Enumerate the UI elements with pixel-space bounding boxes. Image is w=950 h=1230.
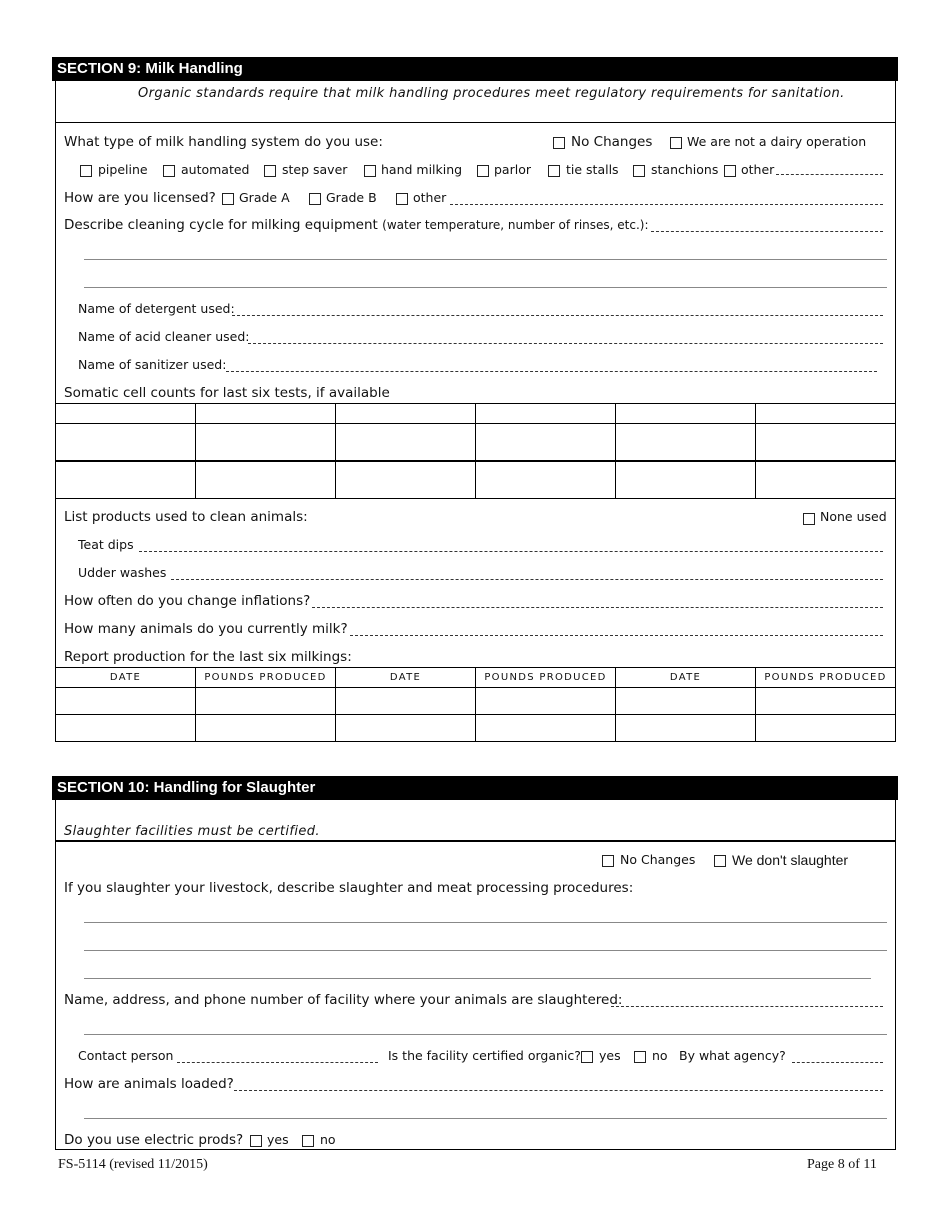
other-license-field[interactable]: [450, 204, 883, 205]
not-dairy-checkbox[interactable]: [670, 137, 682, 149]
udder-washes-field[interactable]: [171, 579, 883, 580]
agency-label: By what agency?: [679, 1048, 786, 1063]
contact-person-field[interactable]: [177, 1062, 378, 1063]
somatic-cell[interactable]: [615, 460, 756, 499]
certified-no-checkbox[interactable]: [634, 1051, 646, 1063]
automated-checkbox[interactable]: [163, 165, 175, 177]
somatic-table: [55, 403, 896, 499]
other-license-label: other: [413, 190, 447, 205]
pipeline-checkbox[interactable]: [80, 165, 92, 177]
prods-label: Do you use electric prods?: [64, 1132, 244, 1148]
cleaning-line-2[interactable]: [84, 259, 887, 260]
cleaning-question: [64, 217, 649, 233]
udder-washes-label: Udder washes: [78, 565, 167, 580]
production-cell[interactable]: [335, 687, 476, 715]
somatic-cell[interactable]: [335, 423, 476, 462]
somatic-cell[interactable]: [755, 423, 896, 462]
cleaning-field[interactable]: [651, 231, 883, 232]
page-number: Page 8 of 11: [807, 1157, 877, 1172]
other-system-checkbox[interactable]: [724, 165, 736, 177]
loaded-label: How are animals loaded?: [64, 1076, 234, 1092]
certified-yes-checkbox[interactable]: [581, 1051, 593, 1063]
parlor-label: parlor: [494, 162, 531, 177]
production-header-cell: [195, 667, 336, 688]
no-changes-label-s9: No Changes: [571, 134, 653, 150]
dont-slaughter-checkbox[interactable]: [714, 855, 726, 867]
animals-milk-field[interactable]: [350, 635, 883, 636]
agency-field[interactable]: [792, 1062, 883, 1063]
facility-label: Name, address, and phone number of facility where your animals are slaughtered:: [64, 992, 623, 1008]
section-9-note: Organic standards require that milk handling procedures meet regulatory requirements for sanitation.: [138, 86, 845, 101]
teat-dips-field[interactable]: [139, 551, 883, 552]
products-question: List products used to clean animals:: [64, 509, 308, 525]
production-cell[interactable]: [55, 687, 196, 715]
production-table: [55, 667, 896, 742]
none-used-label: None used: [820, 509, 887, 524]
somatic-cell[interactable]: [195, 423, 336, 462]
no-changes-checkbox-s9[interactable]: [553, 137, 565, 149]
somatic-head-cell: [335, 403, 476, 424]
production-cell[interactable]: [755, 714, 896, 742]
somatic-cell[interactable]: [55, 423, 196, 462]
somatic-head-cell: [195, 403, 336, 424]
other-license-checkbox[interactable]: [396, 193, 408, 205]
facility-line-2[interactable]: [84, 1034, 887, 1035]
other-system-field[interactable]: [776, 174, 883, 175]
sanitizer-label: Name of sanitizer used:: [78, 357, 227, 372]
section-10-header: SECTION 10: Handling for Slaughter: [52, 776, 898, 800]
detergent-field[interactable]: [232, 315, 883, 316]
certified-yes-label: yes: [599, 1048, 621, 1063]
hand-milking-label: hand milking: [381, 162, 463, 177]
section-10-note: Slaughter facilities must be certified.: [64, 824, 320, 839]
production-header: POUNDS PRODUCED: [764, 672, 887, 683]
somatic-cell[interactable]: [335, 460, 476, 499]
form-id: FS-5114 (revised 11/2015): [58, 1157, 208, 1172]
no-changes-label-s10: No Changes: [620, 852, 696, 867]
certified-question: Is the facility certified organic?: [388, 1048, 581, 1063]
somatic-head-cell: [755, 403, 896, 424]
cleaning-line-3[interactable]: [84, 287, 887, 288]
somatic-cell[interactable]: [55, 460, 196, 499]
prods-no-checkbox[interactable]: [302, 1135, 314, 1147]
report-production-label: Report production for the last six milkings:: [64, 649, 352, 665]
describe-line-1[interactable]: [84, 922, 887, 923]
somatic-cell[interactable]: [755, 460, 896, 499]
teat-dips-label: Teat dips: [78, 537, 134, 552]
none-used-checkbox[interactable]: [803, 513, 815, 525]
somatic-head-cell: [475, 403, 616, 424]
prods-no-label: no: [320, 1132, 336, 1147]
somatic-cell[interactable]: [475, 460, 616, 499]
describe-slaughter-label: If you slaughter your livestock, describe slaughter and meat processing procedures:: [64, 880, 634, 896]
stanchions-label: stanchions: [651, 162, 719, 177]
production-header-cell: [55, 667, 196, 688]
detergent-label: Name of detergent used:: [78, 301, 235, 316]
production-header-cell: [615, 667, 756, 688]
describe-line-3[interactable]: [84, 978, 871, 979]
certified-no-label: no: [652, 1048, 668, 1063]
somatic-label: Somatic cell counts for last six tests, if available: [64, 385, 390, 401]
describe-line-2[interactable]: [84, 950, 887, 951]
grade-a-label: Grade A: [239, 190, 290, 205]
somatic-head-cell: [55, 403, 196, 424]
somatic-cell[interactable]: [195, 460, 336, 499]
production-header: DATE: [389, 672, 422, 683]
parlor-checkbox[interactable]: [477, 165, 489, 177]
cleaning-hint: (water temperature, number of rinses, etc.):: [382, 218, 649, 232]
grade-b-label: Grade B: [326, 190, 377, 205]
contact-person-label: Contact person: [78, 1048, 174, 1063]
pipeline-label: pipeline: [98, 162, 148, 177]
automated-label: automated: [181, 162, 250, 177]
divider: [55, 122, 896, 123]
grade-b-checkbox[interactable]: [309, 193, 321, 205]
step-saver-label: step saver: [282, 162, 348, 177]
section-9-header: SECTION 9: Milk Handling: [52, 57, 898, 81]
production-cell[interactable]: [195, 687, 336, 715]
not-dairy-label: We are not a dairy operation: [687, 134, 867, 149]
production-header: DATE: [109, 672, 142, 683]
step-saver-checkbox[interactable]: [264, 165, 276, 177]
inflations-field[interactable]: [312, 607, 883, 608]
loaded-field[interactable]: [234, 1090, 883, 1091]
production-cell[interactable]: [55, 714, 196, 742]
dont-slaughter-label: We don't slaughter: [732, 852, 849, 868]
production-cell[interactable]: [615, 714, 756, 742]
inflations-label: How often do you change inflations?: [64, 593, 311, 609]
prods-yes-label: yes: [267, 1132, 289, 1147]
no-changes-checkbox-s10[interactable]: [602, 855, 614, 867]
production-cell[interactable]: [475, 714, 616, 742]
production-header-cell: [335, 667, 476, 688]
grade-a-checkbox[interactable]: [222, 193, 234, 205]
milk-system-question: What type of milk handling system do you use:: [64, 134, 383, 150]
production-header: POUNDS PRODUCED: [484, 672, 607, 683]
tie-stalls-checkbox[interactable]: [548, 165, 560, 177]
stanchions-checkbox[interactable]: [633, 165, 645, 177]
production-header: DATE: [669, 672, 702, 683]
sanitizer-field[interactable]: [226, 371, 877, 372]
prods-yes-checkbox[interactable]: [250, 1135, 262, 1147]
other-system-label: other: [741, 162, 775, 177]
production-cell[interactable]: [615, 687, 756, 715]
somatic-cell[interactable]: [615, 423, 756, 462]
somatic-cell[interactable]: [475, 423, 616, 462]
production-cell[interactable]: [755, 687, 896, 715]
acid-cleaner-field[interactable]: [248, 343, 883, 344]
divider: [55, 840, 896, 842]
somatic-head-cell: [615, 403, 756, 424]
production-cell[interactable]: [195, 714, 336, 742]
licensed-question: How are you licensed?: [64, 190, 216, 206]
cleaning-question-text: Describe cleaning cycle for milking equipment: [64, 217, 378, 233]
facility-field[interactable]: [611, 1006, 883, 1007]
production-header: POUNDS PRODUCED: [204, 672, 327, 683]
hand-milking-checkbox[interactable]: [364, 165, 376, 177]
animals-milk-label: How many animals do you currently milk?: [64, 621, 348, 637]
production-cell[interactable]: [335, 714, 476, 742]
production-header-cell: [475, 667, 616, 688]
acid-cleaner-label: Name of acid cleaner used:: [78, 329, 250, 344]
production-cell[interactable]: [475, 687, 616, 715]
loaded-line-2[interactable]: [84, 1118, 887, 1119]
tie-stalls-label: tie stalls: [566, 162, 619, 177]
production-header-cell: [755, 667, 896, 688]
